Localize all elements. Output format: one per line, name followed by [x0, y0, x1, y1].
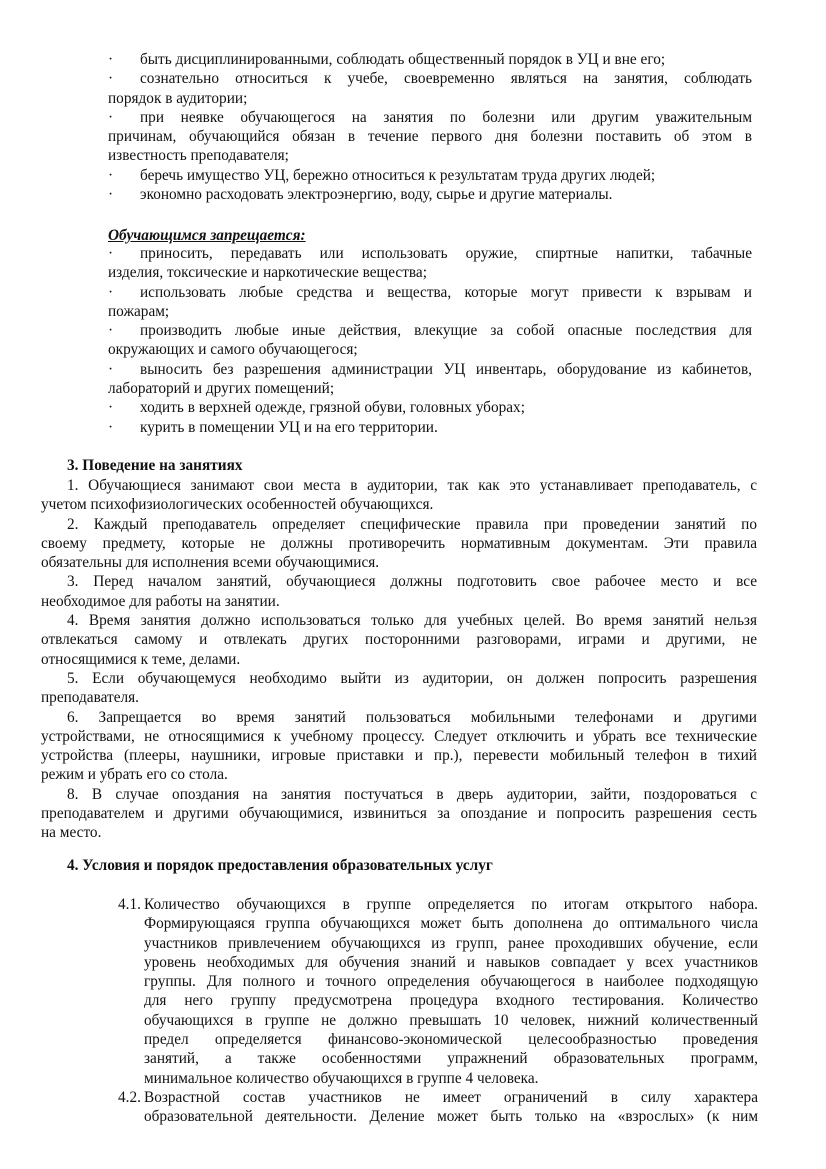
list-item: · при неявке обучающегося на занятия по болезни или другим уважительным: [108, 108, 752, 126]
paragraph-line: режим и убрать его со стола.: [41, 766, 228, 784]
bullet-icon: ·: [108, 51, 114, 68]
rights-list: [108, 50, 752, 204]
item-text: Количество обучающихся в группе определяется по итогам открытого набора. Формирующаяся группа обучающихся может быть дополнена до оптимального числа участников привлечением обучающихся из групп, ранее проходивших обучение, если уровень необходимых для обучения знаний и навыков совпадает у всех участников группы. Для полного и точного определения обучающегося в наиболее подходящую для него группу предусмотрена процедура входного тестирования. Количество обучающихся в группе не должно превышать 10 человек, нижний количественный предел определяется финансово-экономической целесообразностью проведения занятий, а также особенностями упражнений образовательных программ, минимальное количество обучающихся в группе 4 человека.: [144, 896, 758, 1087]
bullet-icon: ·: [108, 245, 114, 262]
paragraph-line: преподавателя.: [41, 689, 139, 707]
list-item-cont: порядок в аудитории;: [108, 89, 248, 107]
bullet-icon: ·: [108, 418, 114, 436]
list-item-cont: окружающих и самого обучающегося;: [108, 341, 358, 359]
item-text: Возрастной состав участников не имеет ограничений в силу характера образовательной деятельности. Деление может быть только на «взрослых» (к ним: [144, 1089, 758, 1126]
paragraph-line: 1. Обучающиеся занимают свои места в аудитории, так как это устанавливает преподаватель, с: [67, 477, 757, 494]
list-item-cont: изделия, токсические и наркотические вещества;: [108, 264, 427, 282]
list-item: · сознательно относиться к учебе, своевременно являться на занятия, соблюдать: [108, 70, 752, 88]
item-number: 4.1.: [118, 896, 141, 913]
list-item: · беречь имущество УЦ, бережно относиться к результатам труда других людей;: [108, 166, 656, 184]
list-item: · курить в помещении УЦ и на его территории.: [108, 418, 438, 436]
paragraph-line: 4. Время занятия должно использоваться только для учебных целей. Во время занятий нельзя: [67, 612, 757, 630]
paragraph-line: относящимися к теме, делами.: [41, 650, 241, 668]
paragraph-line: устройствами, не относящимися к учебному процессу. Следует отключить и убрать все технические: [41, 727, 757, 745]
list-item: · производить любые иные действия, влекущие за собой опасные последствия для: [108, 322, 752, 340]
bullet-icon: ·: [108, 399, 114, 417]
paragraph-line: на место.: [41, 824, 102, 842]
numbered-item-4-2: [118, 1088, 758, 1127]
paragraph-line: необходимое для работы на занятии.: [41, 592, 280, 610]
bullet-icon: ·: [108, 166, 114, 184]
paragraph-line: 6. Запрещается во время занятий пользоваться мобильными телефонами и другими: [67, 708, 757, 726]
list-item-cont: лабораторий и других помещений;: [108, 380, 335, 398]
paragraph-line: отвлекаться самому и отвлекать других посторонними разговорами, играми и другими, не: [41, 631, 757, 649]
bullet-icon: ·: [108, 70, 114, 88]
list-item-cont: причинам, обучающийся обязан в течение первого дня болезни поставить об этом в: [108, 128, 752, 146]
paragraph-line: обязательны для исполнения всеми обучающимися.: [41, 554, 380, 572]
section-3-body: [41, 476, 757, 843]
paragraph-line: 5. Если обучающемуся необходимо выйти из аудитории, он должен попросить разрешения: [67, 669, 757, 687]
bullet-icon: ·: [108, 283, 114, 301]
section-4-heading: 4. Условия и порядок предоставления образовательных услуг: [67, 857, 493, 874]
bullet-icon: ·: [108, 322, 114, 340]
prohibited-list: [108, 244, 752, 437]
list-item-cont: пожарам;: [108, 302, 170, 320]
numbered-item-4-1: [118, 895, 758, 1088]
list-item-cont: известность преподавателя;: [108, 147, 289, 165]
list-item: · ходить в верхней одежде, грязной обуви, головных уборах;: [108, 399, 525, 417]
paragraph-line: 2. Каждый преподаватель определяет специфические правила при проведении занятий по: [67, 515, 757, 533]
paragraph-line: 3. Перед началом занятий, обучающиеся должны подготовить свое рабочее место и все: [67, 573, 757, 591]
bullet-icon: ·: [108, 186, 114, 204]
list-item: · выносить без разрешения администрации УЦ инвентарь, оборудование из кабинетов,: [108, 360, 752, 378]
section-3-heading: 3. Поведение на занятиях: [67, 457, 243, 474]
list-item: · приносить, передавать или использовать оружие, спиртные напитки, табачные: [108, 245, 752, 262]
item-number: 4.2.: [118, 1089, 141, 1106]
list-item: · быть дисциплинированными, соблюдать общественный порядок в УЦ и вне его;: [108, 51, 666, 68]
paragraph-line: преподавателем и другими обучающимися, извиниться за опоздание и попросить разрешения сесть: [41, 805, 757, 823]
list-item: · экономно расходовать электроэнергию, воду, сырье и другие материалы.: [108, 186, 613, 204]
list-item: · использовать любые средства и вещества, которые могут привести к взрывам и: [108, 283, 752, 301]
paragraph-line: учетом психофизиологических особенностей обучающихся.: [41, 496, 434, 514]
paragraph-line: 8. В случае опоздания на занятия постучаться в дверь аудитории, зайти, поздороваться с: [67, 785, 757, 803]
bullet-icon: ·: [108, 108, 114, 126]
prohibited-heading: Обучающимся запрещается:: [108, 227, 306, 244]
paragraph-line: устройства (плееры, наушники, игровые приставки и пр.), перевести мобильный телефон в тихий: [41, 747, 757, 765]
paragraph-line: своему предмету, которые не должны противоречить нормативным документам. Эти правила: [41, 534, 757, 552]
bullet-icon: ·: [108, 360, 114, 378]
